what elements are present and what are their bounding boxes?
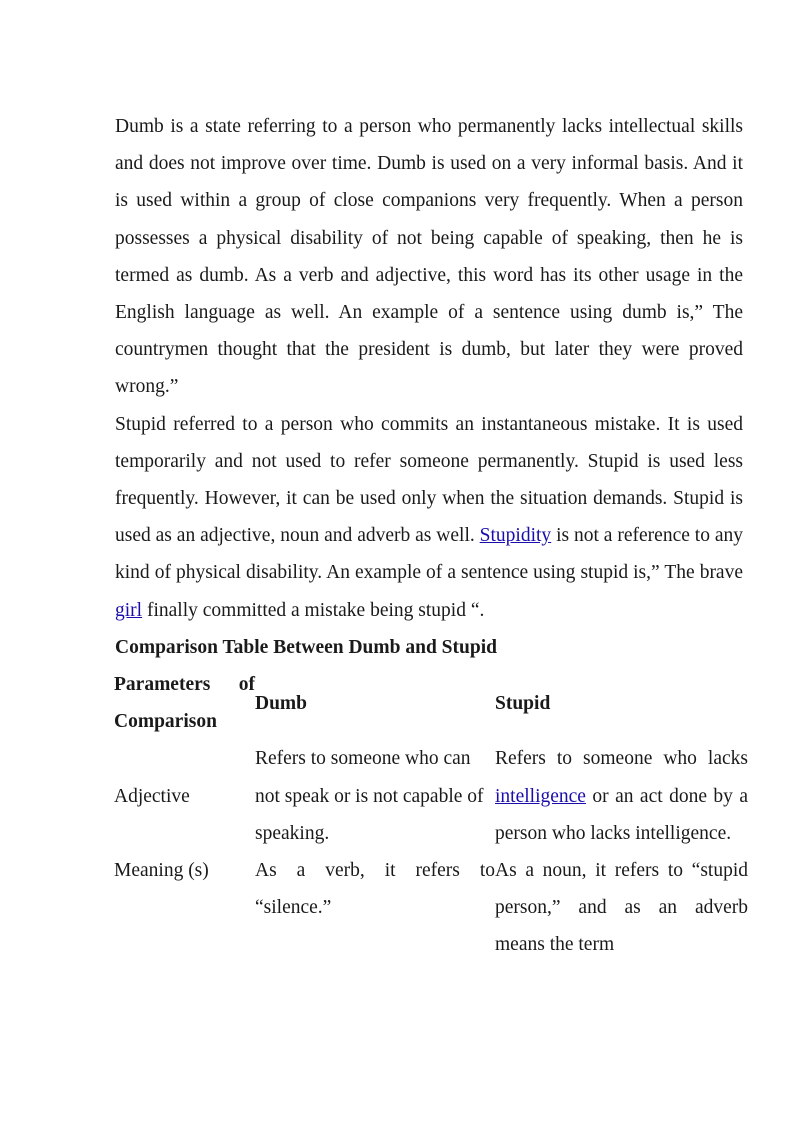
paragraph-stupid xyxy=(115,406,743,629)
cell-stupid-adjective-text-1: Refers to someone who lacks xyxy=(495,748,748,770)
cell-stupid-adjective-text-2: or an act done by a person who lacks intelligence. xyxy=(495,785,748,844)
cell-param-meaning: Meaning (s) xyxy=(114,860,209,882)
table-row xyxy=(114,852,748,964)
cell-param-adjective: Adjective xyxy=(114,785,190,807)
table-row xyxy=(114,740,748,852)
paragraph-stupid-text-1: Stupid referred to a person who commits an instantaneous mistake. It is used temporarily and not used to refer someone permanently. Stupid is used less frequently. However, it can be used only when the situation demands. Stupid is used as an adjective, noun and adverb as well. xyxy=(115,413,743,547)
cell-stupid-meaning: As a noun, it refers to “stupid person,” and as an adverb means the term xyxy=(495,860,748,956)
cell-dumb-adjective: Refers to someone who can not speak or is not capable of speaking. xyxy=(255,748,484,844)
link-girl[interactable]: girl xyxy=(115,599,143,621)
paragraph-dumb: Dumb is a state referring to a person who permanently lacks intellectual skills and does not improve over time. Dumb is used on a very informal basis. And it is used within a group of close companions very frequently. When a person possesses a physical disability of not being capable of speaking, then he is termed as dumb. As a verb and adjective, this word has its other usage in the English language as well. An example of a sentence using dumb is,” The countrymen thought that the president is dumb, but later they were proved wrong.” xyxy=(115,116,743,398)
document-body xyxy=(114,108,748,964)
paragraph-stupid-text-2: is not a reference to any kind of physical disability. An example of a sentence using stupid is,” The brave xyxy=(115,525,743,584)
link-intelligence[interactable]: intelligence xyxy=(495,785,586,807)
link-stupidity[interactable]: Stupidity xyxy=(479,525,552,547)
table-header-row xyxy=(114,666,748,740)
header-stupid: Stupid xyxy=(495,692,551,714)
header-dumb: Dumb xyxy=(255,692,308,714)
paragraph-stupid-text-3: finally committed a mistake being stupid “. xyxy=(142,599,485,621)
cell-dumb-meaning: As a verb, it refers to “silence.” xyxy=(255,860,495,919)
header-parameters: Parameters of Comparison xyxy=(114,674,255,733)
cell-stupid-adjective xyxy=(495,740,748,852)
section-heading: Comparison Table Between Dumb and Stupid xyxy=(115,636,497,658)
comparison-table xyxy=(114,666,748,964)
